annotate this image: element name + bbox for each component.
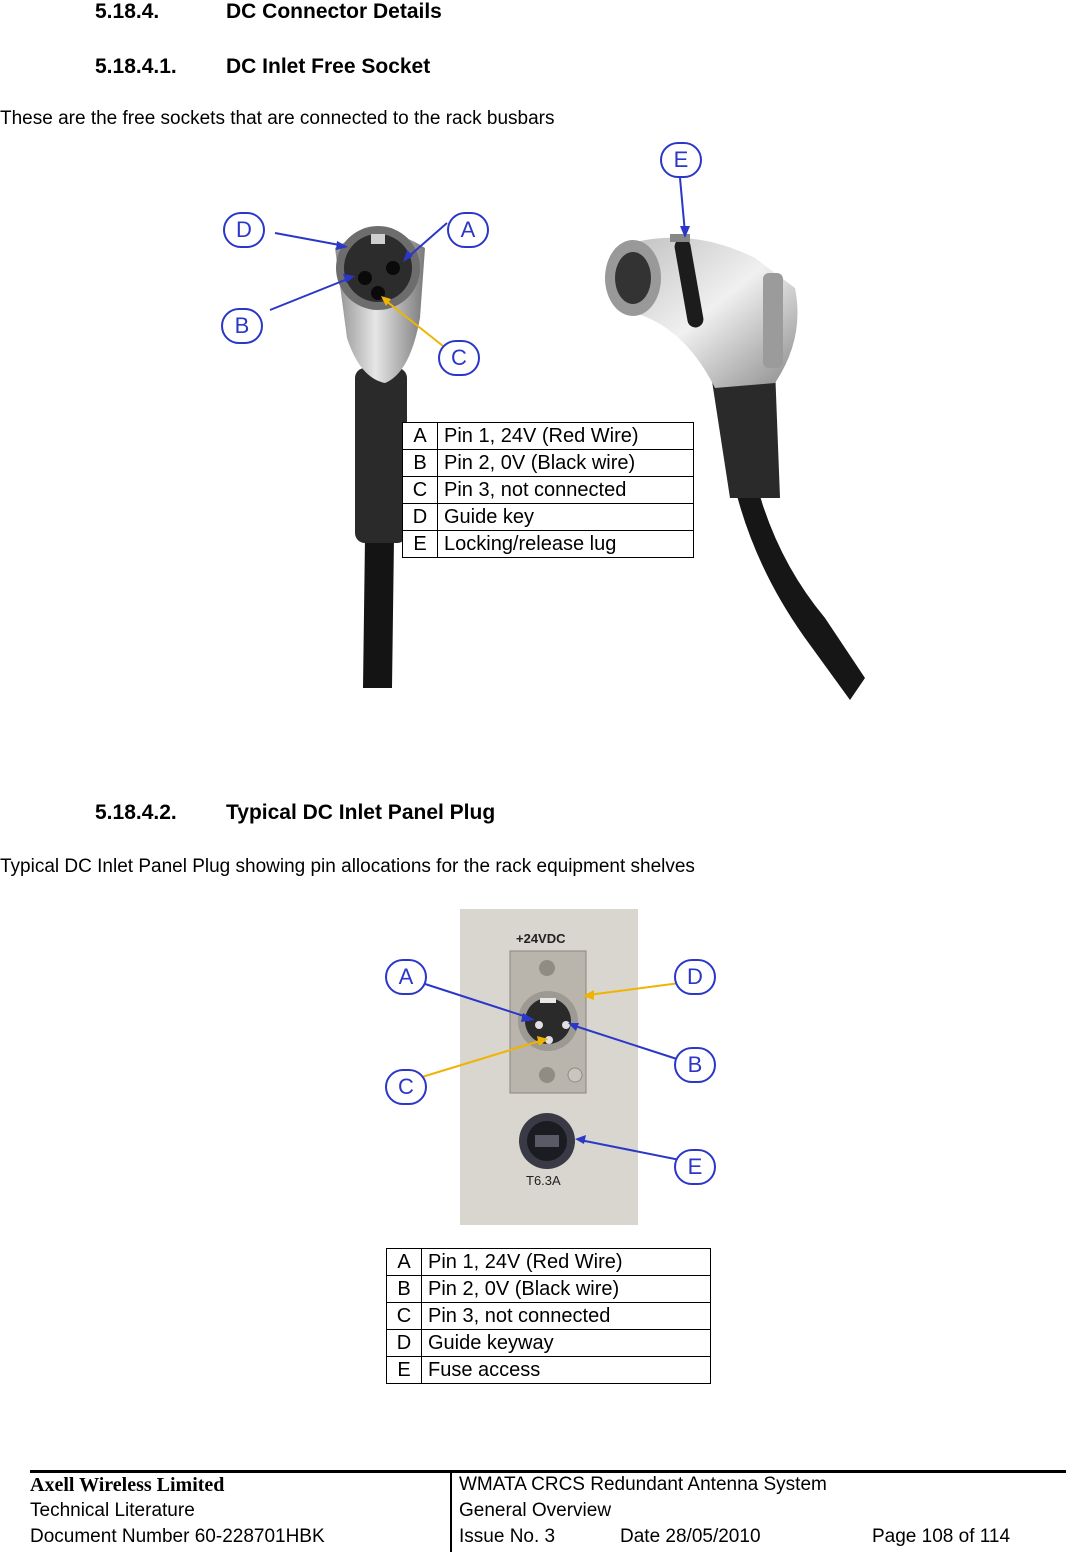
callout-e-panel: E	[674, 1149, 716, 1185]
panel-label-24vdc: +24VDC	[516, 931, 566, 946]
free-socket-figure	[215, 138, 865, 703]
callout-b-panel: B	[674, 1047, 716, 1083]
free-socket-description: These are the free sockets that are connected to the rack busbars	[0, 108, 555, 129]
section-title-free-socket: DC Inlet Free Socket	[226, 55, 431, 78]
section-number-free-socket: 5.18.4.1.	[95, 55, 177, 78]
right-locking-lug	[763, 273, 783, 368]
legend-key: E	[403, 531, 438, 558]
arrow-b-free	[270, 278, 350, 310]
callout-a-panel: A	[385, 959, 427, 995]
legend-key: D	[403, 504, 438, 531]
arrow-e-free	[680, 178, 685, 233]
callout-b-free: B	[221, 308, 263, 344]
legend-text: Locking/release lug	[438, 531, 694, 558]
legend-row	[403, 477, 694, 504]
legend-text: Pin 3, not connected	[438, 477, 694, 504]
panel-plug-legend-table	[386, 1248, 711, 1384]
legend-text: Guide key	[438, 504, 694, 531]
panel-label-fuse-rating: T6.3A	[526, 1173, 561, 1188]
footer-issue: Issue No. 3	[459, 1526, 556, 1547]
footer-page: Page 108 of 114	[872, 1526, 1011, 1547]
footer-divider	[450, 1470, 452, 1552]
legend-text: Pin 2, 0V (Black wire)	[422, 1276, 711, 1303]
panel-plug-figure	[380, 905, 725, 1230]
callout-e-free: E	[660, 142, 702, 178]
legend-row	[387, 1357, 711, 1384]
free-socket-photo	[215, 138, 865, 703]
legend-row	[403, 504, 694, 531]
legend-row	[403, 450, 694, 477]
panel-pin-b	[562, 1021, 570, 1029]
legend-text: Guide keyway	[422, 1330, 711, 1357]
bottom-screw	[539, 1067, 555, 1083]
legend-key: B	[387, 1276, 422, 1303]
section-title-main: DC Connector Details	[226, 0, 442, 23]
footer-rule	[30, 1470, 1066, 1473]
panel-pin-a	[535, 1021, 543, 1029]
left-pin-b	[358, 271, 372, 285]
legend-text: Pin 1, 24V (Red Wire)	[438, 423, 694, 450]
legend-row	[387, 1276, 711, 1303]
left-cable	[363, 538, 394, 688]
legend-text: Fuse access	[422, 1357, 711, 1384]
section-number-panel-plug: 5.18.4.2.	[95, 801, 177, 824]
section-title-panel-plug: Typical DC Inlet Panel Plug	[226, 801, 496, 824]
legend-key: D	[387, 1330, 422, 1357]
legend-key: A	[387, 1249, 422, 1276]
legend-text: Pin 2, 0V (Black wire)	[438, 450, 694, 477]
legend-key: C	[387, 1303, 422, 1330]
callout-a-free: A	[447, 212, 489, 248]
footer-literature: Technical Literature	[30, 1500, 195, 1521]
legend-row	[387, 1249, 711, 1276]
legend-row	[403, 423, 694, 450]
callout-d-free: D	[223, 212, 265, 248]
footer-company: Axell Wireless Limited	[30, 1474, 225, 1496]
arrow-d-free	[275, 233, 345, 246]
footer-overview: General Overview	[459, 1500, 612, 1521]
arrow-a-free	[407, 223, 447, 258]
left-pin-a	[386, 261, 400, 275]
callout-c-panel: C	[385, 1069, 427, 1105]
callout-c-free: C	[438, 340, 480, 376]
panel-plug-description: Typical DC Inlet Panel Plug showing pin allocations for the rack equipment shelves	[0, 856, 695, 877]
left-guide-key	[371, 234, 385, 244]
right-cable	[735, 478, 865, 700]
left-strain-relief	[355, 368, 407, 543]
footer-date: Date 28/05/2010	[620, 1526, 761, 1547]
footer-document-number: Document Number 60-228701HBK	[30, 1526, 325, 1547]
top-screw	[539, 960, 555, 976]
legend-key: A	[403, 423, 438, 450]
legend-key: B	[403, 450, 438, 477]
legend-text: Pin 3, not connected	[422, 1303, 711, 1330]
section-number-main: 5.18.4.	[95, 0, 160, 23]
callout-d-panel: D	[674, 959, 716, 995]
legend-key: E	[387, 1357, 422, 1384]
legend-key: C	[403, 477, 438, 504]
legend-row	[387, 1330, 711, 1357]
legend-row	[387, 1303, 711, 1330]
legend-row	[403, 531, 694, 558]
footer-system: WMATA CRCS Redundant Antenna System	[459, 1474, 827, 1495]
legend-text: Pin 1, 24V (Red Wire)	[422, 1249, 711, 1276]
free-socket-legend-table	[402, 422, 694, 558]
